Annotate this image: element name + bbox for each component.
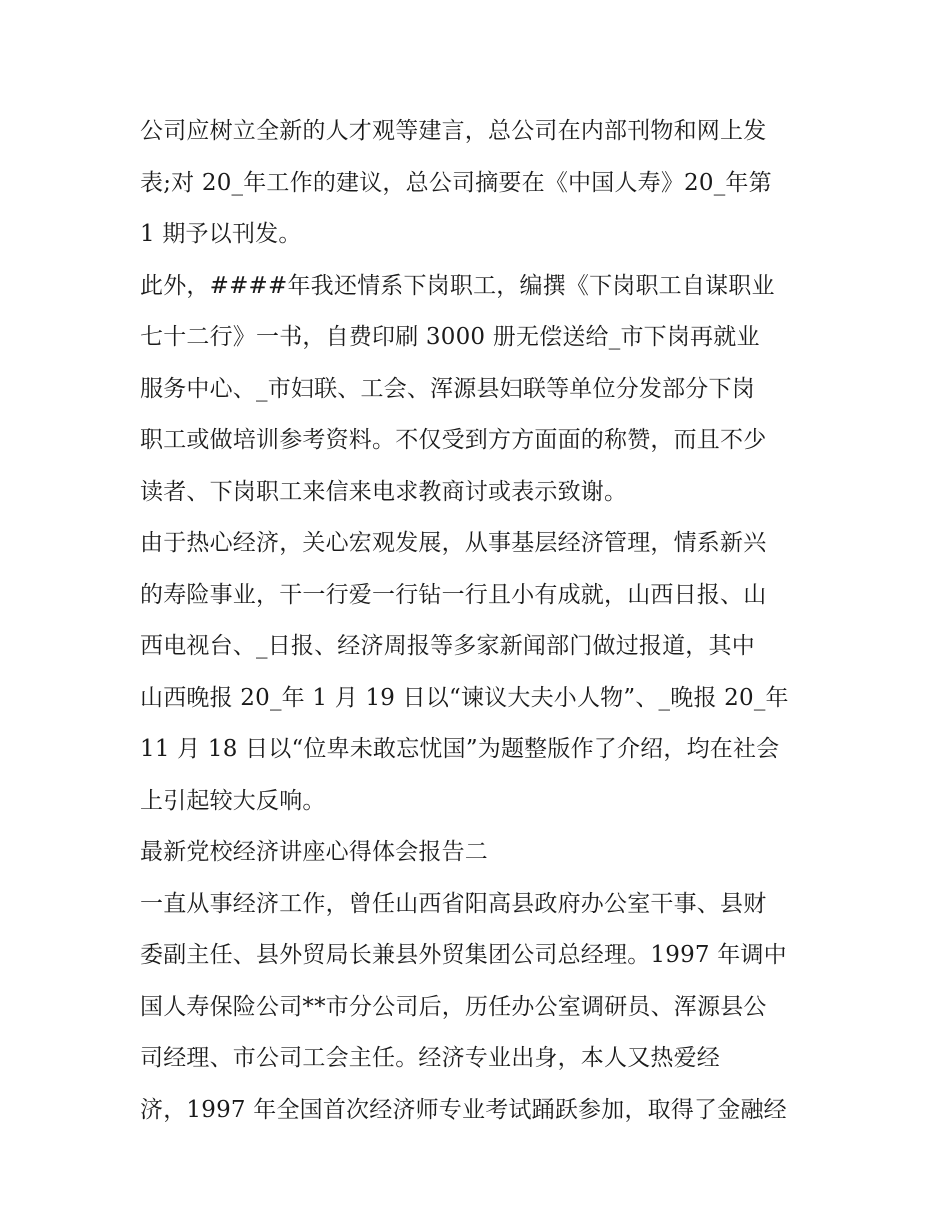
- text-line: 山西晚报 20_年 1 月 19 日以“谏议大夫小人物”、_晚报 20_年: [140, 684, 789, 711]
- text-line: 11 月 18 日以“位卑未敢忘忧国”为题整版作了介绍，均在社会: [140, 736, 780, 762]
- text-line: 国人寿保险公司**市分公司后，历任办公室调研员、浑源县公: [140, 993, 767, 1020]
- text-line: 司经理、市公司工会主任。经济专业出身，本人又热爱经: [140, 1045, 720, 1071]
- text-line: 上引起较大反响。: [140, 787, 326, 814]
- text-line: 此外，####年我还情系下岗职工，编撰《下岗职工自谋职业: [140, 272, 775, 299]
- text-line: 一直从事经济工作，曾任山西省阳高县政府办公室干事、县财: [140, 890, 767, 917]
- text-line: 表;对 20_年工作的建议，总公司摘要在《中国人寿》20_年第: [140, 169, 772, 196]
- document-body: [140, 106, 820, 1136]
- section-heading: 最新党校经济讲座心得体会报告二: [140, 839, 488, 865]
- text-line: 济，1997 年全国首次经济师专业考试踊跃参加，取得了金融经: [140, 1096, 787, 1123]
- text-line: 公司应树立全新的人才观等建言，总公司在内部刊物和网上发: [140, 118, 767, 144]
- text-line: 西电视台、_日报、经济周报等多家新闻部门做过报道，其中: [140, 633, 755, 659]
- text-line: 委副主任、县外贸局长兼县外贸集团公司总经理。1997 年调中: [140, 942, 787, 968]
- text-line: 1 期予以刊发。: [140, 221, 302, 247]
- text-line: 服务中心、_市妇联、工会、浑源县妇联等单位分发部分下岗: [140, 375, 755, 402]
- text-line: 七十二行》一书，自费印刷 3000 册无偿送给_市下岗再就业: [140, 324, 760, 350]
- text-line: 职工或做培训参考资料。不仅受到方方面面的称赞，而且不少: [140, 427, 767, 453]
- text-line: 的寿险事业，干一行爱一行钻一行且小有成就，山西日报、山: [140, 581, 767, 608]
- text-line: 读者、下岗职工来信来电求教商讨或表示致谢。: [140, 478, 628, 505]
- text-line: 由于热心经济，关心宏观发展，从事基层经济管理，情系新兴: [140, 530, 767, 556]
